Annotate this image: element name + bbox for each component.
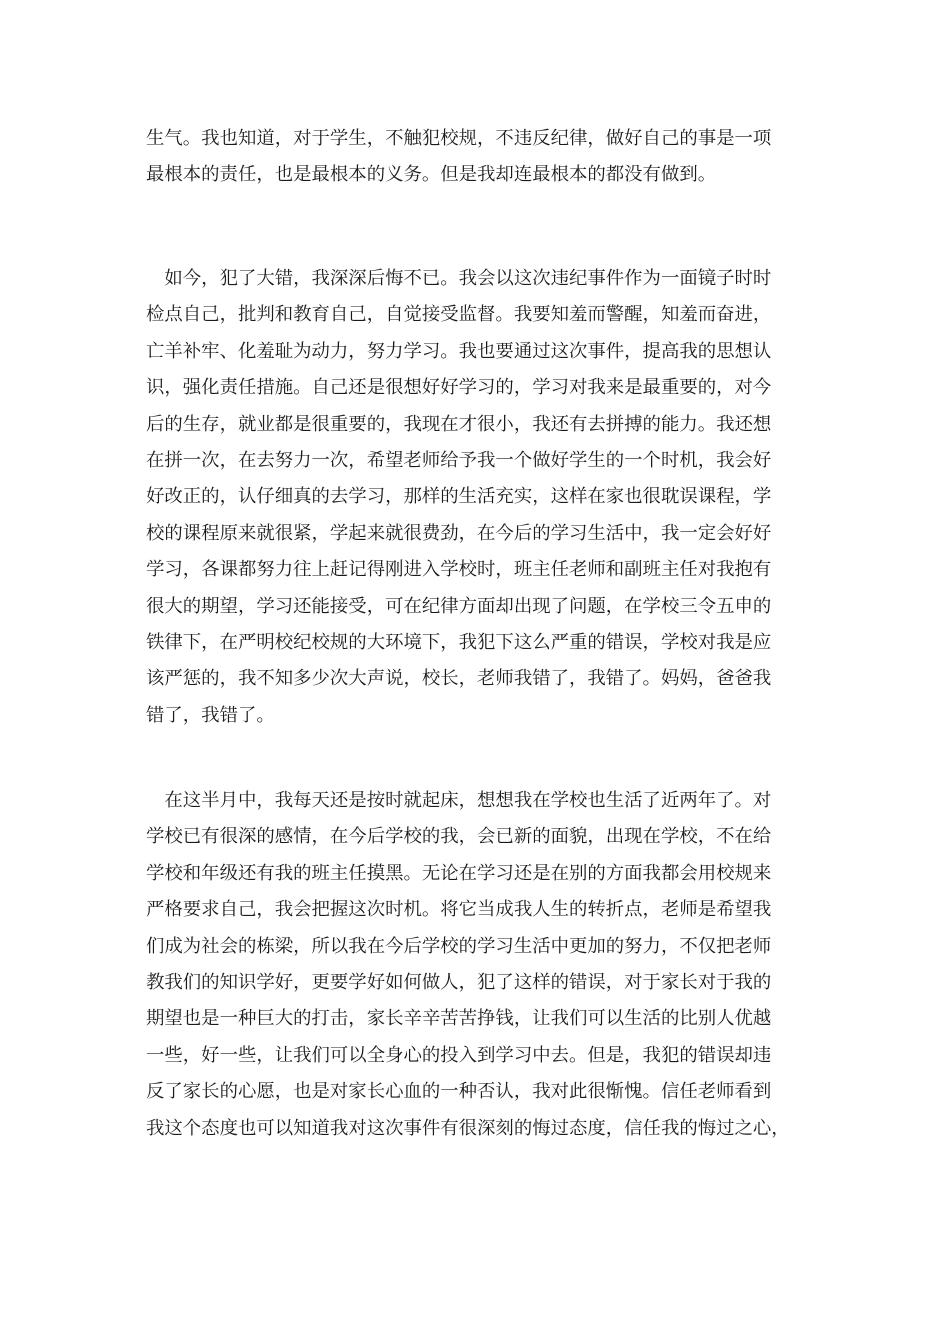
text-line: 检点自己，批判和教育自己，自觉接受监督。我要知羞而警醒，知羞而奋进， [146, 304, 772, 326]
text-line: 错了，我错了。 [146, 704, 275, 726]
text-line: 校的课程原来就很紧，学起来就很费劲，在今后的学习生活中，我一定会好好 [146, 522, 772, 544]
text-line: 一些，好一些，让我们可以全身心的投入到学习中去。但是，我犯的错误却违 [146, 1044, 772, 1066]
text-line: 学校已有很深的感情，在今后学校的我，会已新的面貌，出现在学校，不在给 [146, 826, 772, 848]
text-line: 铁律下，在严明校纪校规的大环境下，我犯下这么严重的错误，学校对我是应 [146, 631, 772, 653]
text-line: 识，强化责任措施。自己还是很想好好学习的，学习对我来是最重要的，对今 [146, 377, 772, 399]
text-line: 很大的期望，学习还能接受，可在纪律方面却出现了问题，在学校三令五申的 [146, 595, 772, 617]
text-line: 教我们的知识学好，更要学好如何做人，犯了这样的错误，对于家长对于我的 [146, 971, 772, 993]
paragraph-1 [146, 121, 806, 194]
text-line: 最根本的责任，也是最根本的义务。但是我却连最根本的都没有做到。 [146, 164, 717, 186]
text-line: 在拼一次，在去努力一次，希望老师给予我一个做好学生的一个时机，我会好 [146, 449, 772, 471]
text-line: 学校和年级还有我的班主任摸黑。无论在学习还是在别的方面我都会用校规来 [146, 862, 772, 884]
text-line: 期望也是一种巨大的打击，家长辛辛苦苦挣钱，让我们可以生活的比别人优越 [146, 1008, 772, 1030]
text-line: 在这半月中，我每天还是按时就起床，想想我在学校也生活了近两年了。对 [146, 790, 772, 811]
text-line: 反了家长的心愿，也是对家长心血的一种否认，我对此很惭愧。信任老师看到 [146, 1081, 772, 1103]
text-line: 如今，犯了大错，我深深后悔不已。我会以这次违纪事件作为一面镜子时时 [146, 268, 772, 289]
text-line: 后的生存，就业都是很重要的，我现在才很小，我还有去拼搏的能力。我还想 [146, 413, 772, 435]
text-line: 该严惩的，我不知多少次大声说，校长，老师我错了，我错了。妈妈，爸爸我 [146, 668, 772, 690]
text-line: 学习，各课都努力往上赶记得刚进入学校时，班主任老师和副班主任对我抱有 [146, 559, 772, 581]
paragraph-2 [146, 261, 806, 734]
text-line: 好改正的，认仔细真的去学习，那样的生活充实，这样在家也很耽误课程，学 [146, 486, 772, 508]
text-line: 生气。我也知道，对于学生，不触犯校规，不违反纪律，做好自己的事是一项 [146, 128, 772, 149]
text-line: 们成为社会的栋梁，所以我在今后学校的学习生活中更加的努力，不仅把老师 [146, 935, 772, 957]
text-line: 我这个态度也可以知道我对这次事件有很深刻的悔过态度，信任我的悔过之心， [146, 1117, 790, 1139]
text-line: 严格要求自己，我会把握这次时机。将它当成我人生的转折点，老师是希望我 [146, 899, 772, 921]
text-line: 亡羊补牢、化羞耻为动力，努力学习。我也要通过这次事件，提高我的思想认 [146, 340, 772, 362]
paragraph-3 [146, 783, 806, 1147]
